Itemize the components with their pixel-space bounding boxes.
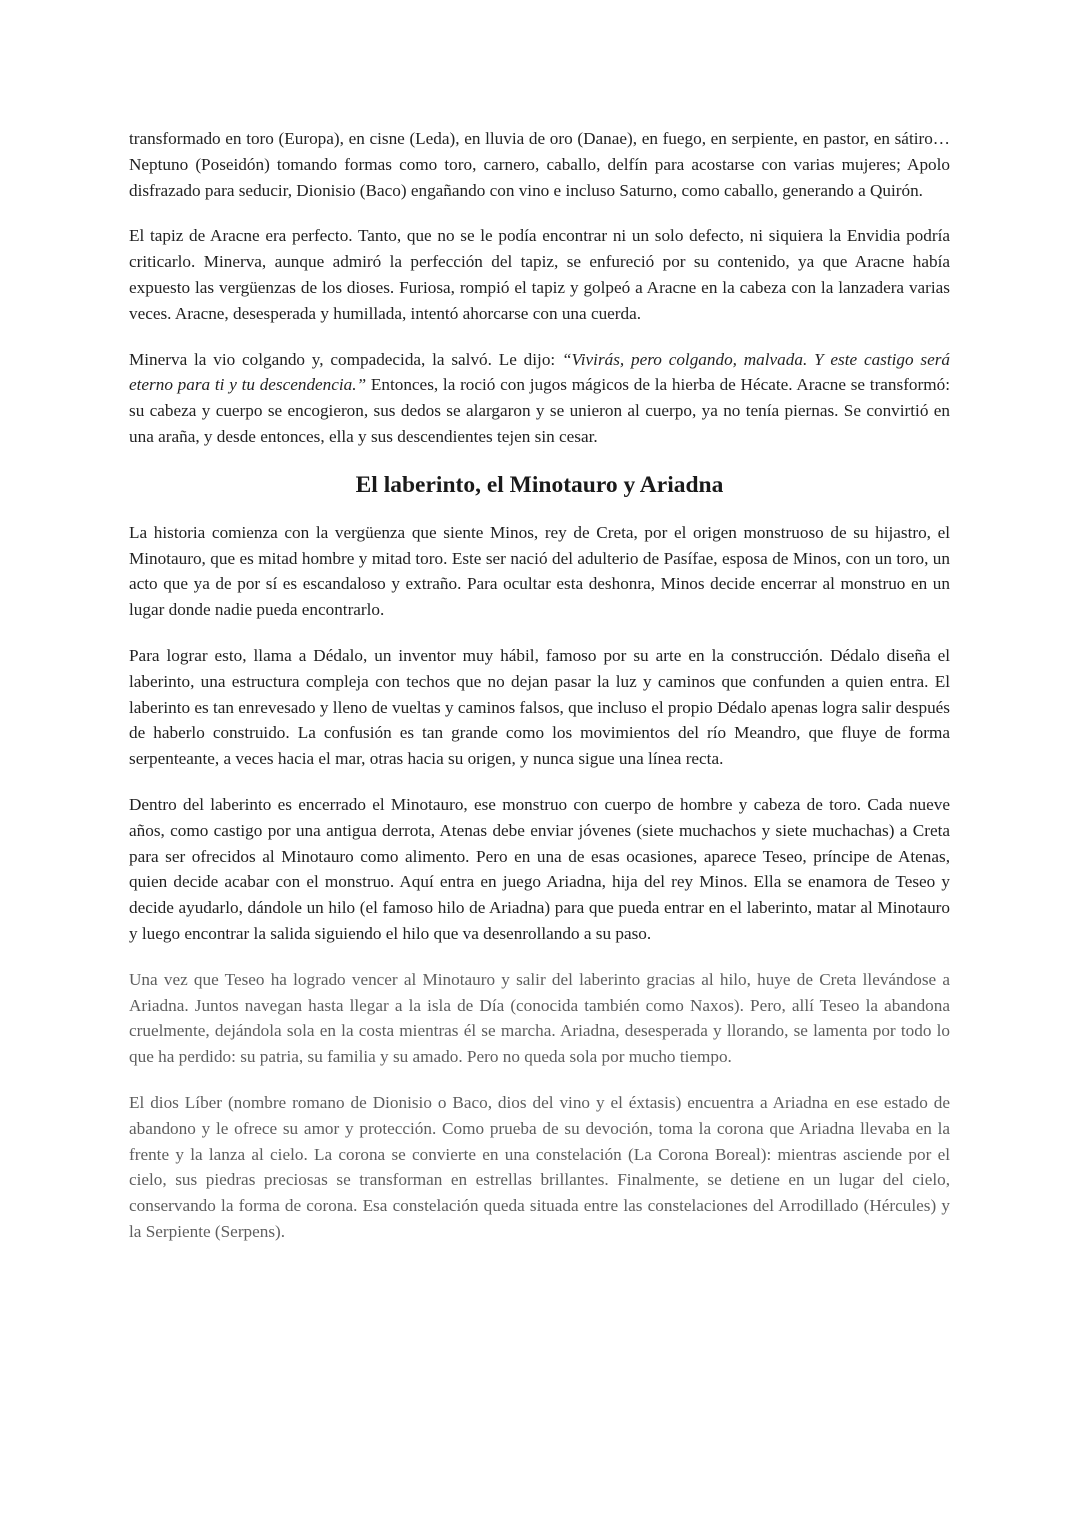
- paragraph-minos-shame: La historia comienza con la vergüenza que siente Minos, rey de Creta, por el origen monstruoso de su hijastro, el Minotauro, que es mitad hombre y mitad toro. Este ser nació del adulterio de Pasífae, esposa de Minos, con un toro, un acto que ya de por sí es escandaloso y extraño. Para ocultar esta deshonra, Minos decide encerrar al monstruo en un lugar donde nadie pueda encontrarlo.: [129, 522, 950, 620]
- paragraph-arachne-tapestry: El tapiz de Aracne era perfecto. Tanto, que no se le podía encontrar ni un solo defecto, ni siquiera la Envidia podría criticarlo. Minerva, aunque admiró la perfección del tapiz, se enfureció por su contenido, ya que Aracne había expuesto las vergüenzas de los dioses. Furiosa, rompió el tapiz y golpeó a Aracne en la cabeza con la lanzadera varias veces. Aracne, desesperada y humillada, intentó ahorcarse con una cuerda.: [129, 226, 950, 323]
- paragraph-text: Minerva la vio colgando y, compadecida, la salvó. Le dijo:: [129, 349, 562, 369]
- paragraph-corona-borealis: El dios Líber (nombre romano de Dionisio o Baco, dios del vino y el éxtasis) encuentra a Ariadna en ese estado de abandono y le ofrece su amor y protección. Como prueba de su devoción, toma la corona que Ariadna llevaba en la frente y la lanza al cielo. La corona se convierte en una constelación (La Corona Boreal): mientras asciende por el cielo, sus piedras preciosas se transforman en estrellas brillantes. Finalmente, se detiene en un lugar del cielo, conservando la forma de corona. Esa constelación queda situada entre las constelaciones del Arrodillado (Hércules) y la Serpiente (Serpens).: [129, 1092, 950, 1241]
- document-page: [129, 126, 950, 1265]
- paragraph-text: Entonces, la roció con jugos mágicos de la hierba de Hécate. Aracne se transformó: su cabeza y cuerpo se encogieron, sus dedos se alargaron y se unieron al cuerpo, ya no tenía piernas. Se convirtió en una araña, y desde entonces, ella y sus descendientes tejen sin cesar.: [129, 375, 950, 446]
- paragraph-metamorphoses-list: transformado en toro (Europa), en cisne (Leda), en lluvia de oro (Danae), en fuego, en serpiente, en pastor, en sátiro… Neptuno (Poseidón) tomando formas como toro, carnero, caballo, delfín para acostarse con varias mujeres; Apolo disfrazado para seducir, Dionisio (Baco) engañando con vino e incluso Saturno, como caballo, generando a Quirón.: [129, 129, 950, 200]
- paragraph-theseus-ariadne-thread: Dentro del laberinto es encerrado el Minotauro, ese monstruo con cuerpo de hombre y cabeza de toro. Cada nueve años, como castigo por una antigua derrota, Atenas debe enviar jóvenes (siete muchachos y siete muchachas) a Creta para ser ofrecidos al Minotauro como alimento. Pero en una de esas ocasiones, aparece Teseo, príncipe de Atenas, quien decide acabar con el monstruo. Aquí entra en juego Ariadna, hija del rey Minos. Ella se enamora de Teseo y decide ayudarlo, dándole un hilo (el famoso hilo de Ariadna) para que pueda entrar en el laberinto, matar al Minotauro y luego encontrar la salida siguiendo el hilo que va desenrollando a su paso.: [129, 794, 950, 943]
- paragraph-arachne-transformation: [129, 347, 950, 450]
- paragraph-ariadne-abandoned: Una vez que Teseo ha logrado vencer al Minotauro y salir del laberinto gracias al hilo, huye de Creta llevándose a Ariadna. Juntos navegan hasta llegar a la isla de Día (conocida también como Naxos). Pero, allí Teseo la abandona cruelmente, dejándola sola en la costa mientras él se marcha. Ariadna, desesperada y llorando, se lamenta por todo lo que ha perdido: su patria, su familia y su amado. Pero no queda sola por mucho tiempo.: [129, 969, 950, 1067]
- minerva-quote: “Vivirás, pero colgando, malvada. Y este castigo será eterno para ti y tu descendencia.”: [129, 349, 951, 395]
- paragraph-daedalus-labyrinth: Para lograr esto, llama a Dédalo, un inventor muy hábil, famoso por su arte en la construcción. Dédalo diseña el laberinto, una estructura compleja con techos que no dejan pasar la luz y caminos que confunden a quien entra. El laberinto es tan enrevesado y lleno de vueltas y caminos falsos, que incluso el propio Dédalo apenas logra salir después de haberlo construido. La confusión es tan grande como los movimientos del río Meandro, que fluye de forma serpenteante, a veces hacia el mar, otras hacia su origen, y nunca sigue una línea recta.: [129, 645, 950, 769]
- section-heading: El laberinto, el Minotauro y Ariadna: [355, 471, 724, 498]
